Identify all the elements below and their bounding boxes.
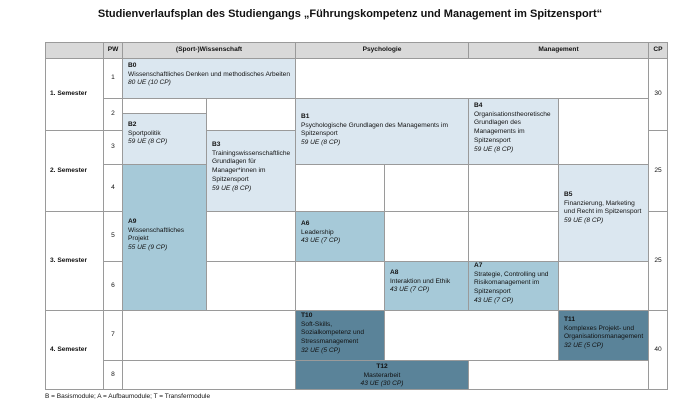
semester-3-label: 3. Semester <box>45 211 104 311</box>
module-ue: 43 UE (7 CP) <box>474 296 514 304</box>
module-code: B4 <box>474 102 483 109</box>
empty-cell <box>122 360 296 390</box>
module-t12 <box>295 360 469 390</box>
module-a6 <box>295 211 385 262</box>
module-name: Wissenschaftliches Denken und methodisches Arbeiten <box>128 70 291 78</box>
module-name: Leadership <box>301 228 334 236</box>
pw-cell: 1 <box>103 58 123 99</box>
cp-semester-2: 25 <box>648 130 668 212</box>
header-pw: PW <box>103 42 123 59</box>
module-b2 <box>122 113 207 165</box>
module-code: B3 <box>212 141 221 148</box>
pw-cell: 3 <box>103 130 123 165</box>
cp-semester-3: 25 <box>648 211 668 311</box>
module-code: A9 <box>128 218 137 225</box>
module-ue: 59 UE (8 CP) <box>474 145 514 153</box>
header-corner <box>45 42 104 59</box>
module-name: Interaktion und Ethik <box>390 277 451 285</box>
cp-semester-4: 40 <box>648 310 668 390</box>
empty-cell <box>206 211 296 262</box>
empty-cell <box>468 360 649 390</box>
module-name: Trainingswissenschaftliche Grundlagen für Manager*innen im Spitzensport <box>212 149 291 183</box>
pw-cell: 6 <box>103 261 123 311</box>
module-ue: 32 UE (5 CP) <box>564 342 604 350</box>
empty-cell <box>384 310 559 361</box>
empty-cell <box>295 58 649 99</box>
module-b5 <box>558 164 649 262</box>
empty-cell <box>468 211 559 262</box>
module-name: Soft-Skills, Sozialkompetenz und Stressmanagement <box>301 320 365 346</box>
header-sportwissenschaft: (Sport-)Wissenschaft <box>122 42 296 59</box>
cp-semester-1: 30 <box>648 58 668 131</box>
empty-cell <box>206 261 296 311</box>
module-t11 <box>558 310 649 361</box>
pw-cell: 2 <box>103 98 123 131</box>
module-name: Finanzierung, Marketing und Recht im Spitzensport <box>564 199 642 216</box>
header-management: Management <box>468 42 649 59</box>
module-t10 <box>295 310 385 361</box>
module-code: B0 <box>128 62 137 69</box>
module-code: T11 <box>564 316 575 323</box>
module-name: Wissenschaftliches Projekt <box>128 226 185 243</box>
semester-1-label: 1. Semester <box>45 58 104 131</box>
pw-cell: 5 <box>103 211 123 262</box>
module-name: Masterarbeit <box>363 371 401 379</box>
module-name: Sportpolitik <box>128 129 161 137</box>
module-ue: 43 UE (30 CP) <box>360 380 404 388</box>
module-ue: 59 UE (8 CP) <box>301 139 341 147</box>
module-code: B2 <box>128 121 137 128</box>
module-a9 <box>122 164 207 311</box>
module-ue: 80 UE (10 CP) <box>128 79 171 87</box>
header-cp: CP <box>648 42 668 59</box>
module-code: B1 <box>301 113 310 120</box>
module-ue: 43 UE (7 CP) <box>390 286 430 294</box>
pw-cell: 8 <box>103 360 123 390</box>
module-ue: 55 UE (9 CP) <box>128 244 168 252</box>
module-b0 <box>122 58 296 99</box>
module-ue: 32 UE (5 CP) <box>301 346 341 354</box>
semester-2-label: 2. Semester <box>45 130 104 212</box>
module-b3 <box>206 130 296 212</box>
pw-cell: 4 <box>103 164 123 212</box>
module-code: A7 <box>474 262 483 269</box>
header-psychologie: Psychologie <box>295 42 469 59</box>
module-name: Organisationstheoretische Grundlagen des Managements im Spitzensport <box>474 110 551 144</box>
empty-cell <box>384 164 469 212</box>
module-name: Psychologische Grundlagen des Managements im Spitzensport <box>301 121 448 138</box>
module-code: T10 <box>301 312 313 319</box>
module-name: Strategie, Controlling und Risikomanagement im Spitzensport <box>474 270 549 296</box>
module-code: A6 <box>301 220 310 227</box>
module-code: B5 <box>564 191 573 198</box>
module-ue: 43 UE (7 CP) <box>301 237 341 245</box>
empty-cell <box>558 261 649 311</box>
footnote: B = Basismodule; A = Aufbaumodule; T = Transfermodule <box>45 393 211 400</box>
module-ue: 59 UE (8 CP) <box>564 217 604 225</box>
empty-cell <box>122 310 296 361</box>
page-title: Studienverlaufsplan des Studiengangs „Führungskompetenz und Management im Spitzensport“ <box>97 8 603 20</box>
module-ue: 59 UE (8 CP) <box>212 184 252 192</box>
empty-cell <box>468 164 559 212</box>
module-name: Komplexes Projekt- und Organisationsmanagement <box>564 324 644 341</box>
module-a8 <box>384 261 469 311</box>
empty-cell <box>295 164 385 212</box>
pw-cell: 7 <box>103 310 123 361</box>
module-code: A8 <box>390 269 399 276</box>
module-code: T12 <box>376 363 388 370</box>
module-a7 <box>468 261 559 311</box>
empty-cell <box>558 98 649 165</box>
module-ue: 59 UE (8 CP) <box>128 138 168 146</box>
module-b4 <box>468 98 559 165</box>
module-b1 <box>295 98 469 165</box>
semester-4-label: 4. Semester <box>45 310 104 390</box>
empty-cell <box>295 261 385 311</box>
empty-cell <box>384 211 469 262</box>
